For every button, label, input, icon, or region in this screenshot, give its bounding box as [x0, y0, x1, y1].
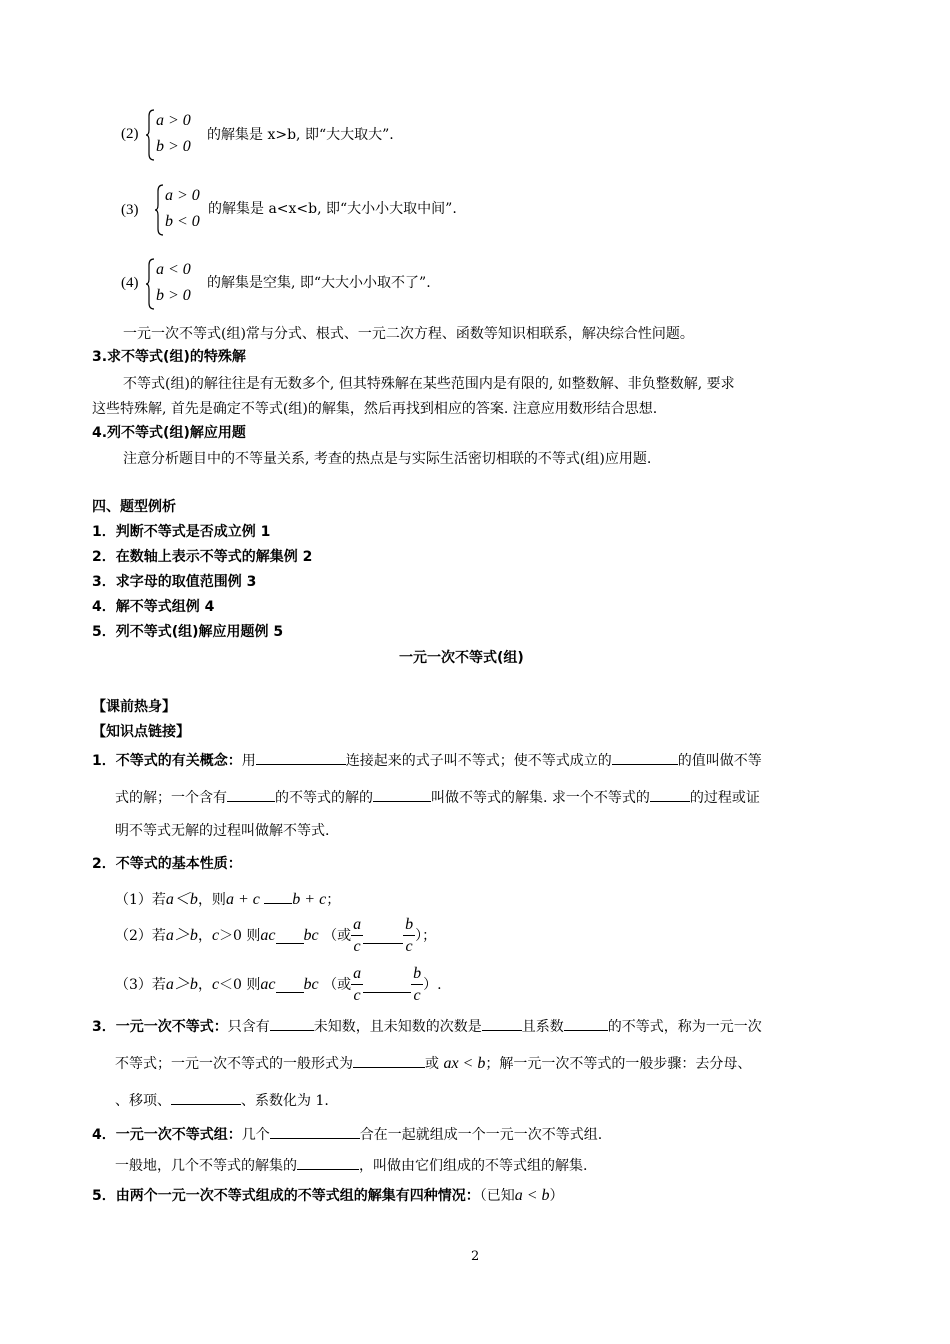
- k1-line3: 明不等式无解的过程叫做解不等式.: [115, 823, 330, 839]
- math: a＞b: [165, 927, 198, 944]
- brace-icon: [146, 257, 156, 311]
- list-item: 5．列不等式(组)解应用题例 5: [92, 624, 284, 640]
- k1-line1: [92, 750, 762, 768]
- fraction: $\frac{b}{c}$: [413, 965, 422, 1004]
- text: ，叫做由它们组成的不等式组的解集.: [359, 1158, 588, 1174]
- item-heading: 4．一元一次不等式组：: [92, 1127, 242, 1143]
- system-row-top: a > 0: [165, 187, 200, 204]
- brace-icon: [155, 183, 165, 237]
- text: 合在一起就组成一个一元一次不等式组.: [359, 1127, 603, 1143]
- math: a + c: [225, 891, 260, 908]
- page-title: 一元一次不等式(组): [399, 650, 524, 666]
- text: （1）若: [115, 892, 166, 908]
- k5-line: [92, 1188, 564, 1204]
- fill-blank[interactable]: [171, 1090, 241, 1105]
- text: ）；: [415, 928, 437, 944]
- text: 的过程或证: [689, 790, 760, 806]
- fill-blank[interactable]: [297, 1155, 359, 1170]
- fill-blank[interactable]: [276, 929, 304, 944]
- text: 的不等式，称为一元一次: [607, 1019, 762, 1035]
- text: ；: [326, 892, 341, 908]
- intro-line: 一元一次不等式(组)常与分式、根式、一元二次方程、函数等知识相联系，解决综合性问题。: [123, 326, 694, 342]
- math: ac: [260, 927, 276, 944]
- brace-icon: [146, 108, 156, 162]
- fill-blank[interactable]: [482, 1016, 522, 1031]
- fill-blank[interactable]: [353, 1053, 425, 1068]
- math: b + c: [292, 891, 327, 908]
- math: a < b: [514, 1187, 550, 1204]
- k3-line3: [115, 1090, 329, 1108]
- part-heading: 四、题型例析: [92, 499, 176, 515]
- case-label: (4): [121, 275, 139, 291]
- system-row-top: a > 0: [156, 112, 191, 129]
- k3-line1: [92, 1016, 762, 1034]
- text: 只含有: [227, 1019, 270, 1035]
- text: 、系数化为 1.: [241, 1093, 329, 1109]
- text: 几个: [241, 1127, 270, 1143]
- case-text: 的解集是空集, 即“大大小小取不了”.: [207, 275, 431, 291]
- fraction: $\frac{b}{c}$: [405, 916, 414, 955]
- paragraph: 不等式(组)的解往往是有无数多个, 但其特殊解在某些范围内是有限的, 如整数解、非负整数解, 要求: [123, 376, 735, 392]
- fill-blank[interactable]: [373, 787, 431, 802]
- text: （或: [323, 977, 352, 993]
- text: 未知数，且未知数的次数是: [313, 1019, 482, 1035]
- property-2: （2）若a＞b，c＞0 则ac bc （或 $\frac{a}{c}$ $\frac{b}{c}$ ）；: [115, 916, 437, 955]
- text: 的值叫做不等: [677, 753, 762, 769]
- text: （2）若: [115, 928, 166, 944]
- paragraph: 注意分析题目中的不等量关系, 考查的热点是与实际生活密切相联的不等式(组)应用题.: [123, 451, 652, 467]
- text: 或: [425, 1056, 439, 1072]
- text: 式的解；一个含有: [115, 790, 227, 806]
- math: ax < b: [443, 1055, 486, 1072]
- text: 、移项、: [115, 1093, 171, 1109]
- list-item: 1．判断不等式是否成立例 1: [92, 524, 271, 540]
- fraction: $\frac{a}{c}$: [353, 916, 362, 955]
- fill-blank[interactable]: [363, 978, 411, 993]
- list-item: 3．求字母的取值范围例 3: [92, 574, 257, 590]
- fill-blank[interactable]: [612, 750, 678, 765]
- k1-line2: [115, 787, 760, 805]
- fill-blank[interactable]: [227, 787, 275, 802]
- system-row-bottom: b < 0: [165, 213, 200, 230]
- text: （3）若: [115, 977, 166, 993]
- system-row-bottom: b > 0: [156, 287, 191, 304]
- inequality-system: [146, 108, 216, 162]
- text: ，则: [197, 892, 226, 908]
- fraction: $\frac{a}{c}$: [353, 965, 362, 1004]
- text: ＜0 则: [219, 977, 261, 993]
- inequality-system: [146, 257, 216, 311]
- case-label: (2): [121, 126, 139, 142]
- text: ＞0 则: [219, 928, 261, 944]
- list-item: 4．解不等式组例 4: [92, 599, 215, 615]
- text: （已知: [479, 1188, 515, 1204]
- k4-line2: [115, 1155, 587, 1173]
- text: 的不等式的解的: [275, 790, 373, 806]
- text: 一般地，几个不等式的解集的: [115, 1158, 297, 1174]
- text: 连接起来的式子叫不等式；使不等式成立的: [345, 753, 612, 769]
- fill-blank[interactable]: [650, 787, 690, 802]
- section-tag: 【课前热身】: [92, 699, 176, 715]
- section-heading: 3.求不等式(组)的特殊解: [92, 349, 246, 365]
- fill-blank[interactable]: [276, 978, 304, 993]
- k3-line2: [115, 1053, 751, 1072]
- case-label: (3): [121, 202, 139, 218]
- math: bc: [303, 976, 319, 993]
- math: c: [211, 976, 220, 993]
- text: 且系数: [521, 1019, 564, 1035]
- paragraph: 这些特殊解, 首先是确定不等式(组)的解集，然后再找到相应的答案. 注意应用数形结合思想.: [92, 401, 658, 417]
- fill-blank[interactable]: [270, 1016, 314, 1031]
- math: ac: [260, 976, 276, 993]
- property-1: [115, 889, 340, 908]
- case-text: 的解集是 a<x<b, 即“大小小大取中间”.: [208, 201, 457, 217]
- text: 叫做不等式的解集. 求一个不等式的: [431, 790, 650, 806]
- math: a＞b: [165, 976, 198, 993]
- item-heading: 1．不等式的有关概念：: [92, 753, 242, 769]
- fill-blank[interactable]: [264, 889, 292, 904]
- item-heading: 5．由两个一元一次不等式组成的不等式组的解集有四种情况：: [92, 1188, 480, 1204]
- system-row-bottom: b > 0: [156, 138, 191, 155]
- text: ）: [549, 1188, 564, 1204]
- page-number: 2: [471, 1249, 480, 1264]
- section-tag: 【知识点链接】: [92, 724, 190, 740]
- fill-blank[interactable]: [564, 1016, 608, 1031]
- case-text: 的解集是 x>b, 即“大大取大”.: [207, 127, 394, 143]
- property-3: （3）若a＞b，c＜0 则ac bc （或 $\frac{a}{c}$ $\frac{b}{c}$ ）.: [115, 965, 442, 1004]
- text: （或: [323, 928, 352, 944]
- math: a＜b: [165, 891, 198, 908]
- text: 不等式；一元一次不等式的一般形式为: [115, 1056, 353, 1072]
- text: ；解一元一次不等式的一般步骤：去分母、: [485, 1056, 752, 1072]
- item-heading: 3．一元一次不等式：: [92, 1019, 228, 1035]
- system-row-top: a < 0: [156, 261, 191, 278]
- fill-blank[interactable]: [270, 1124, 360, 1139]
- math: bc: [303, 927, 319, 944]
- k4-line1: [92, 1124, 602, 1142]
- list-item: 2．在数轴上表示不等式的解集例 2: [92, 549, 313, 565]
- math: c: [211, 927, 220, 944]
- item-heading: 2．不等式的基本性质：: [92, 856, 242, 872]
- text: ）.: [423, 977, 442, 993]
- text: 用: [241, 753, 256, 769]
- fill-blank[interactable]: [363, 929, 403, 944]
- section-heading: 4.列不等式(组)解应用题: [92, 425, 246, 441]
- fill-blank[interactable]: [256, 750, 346, 765]
